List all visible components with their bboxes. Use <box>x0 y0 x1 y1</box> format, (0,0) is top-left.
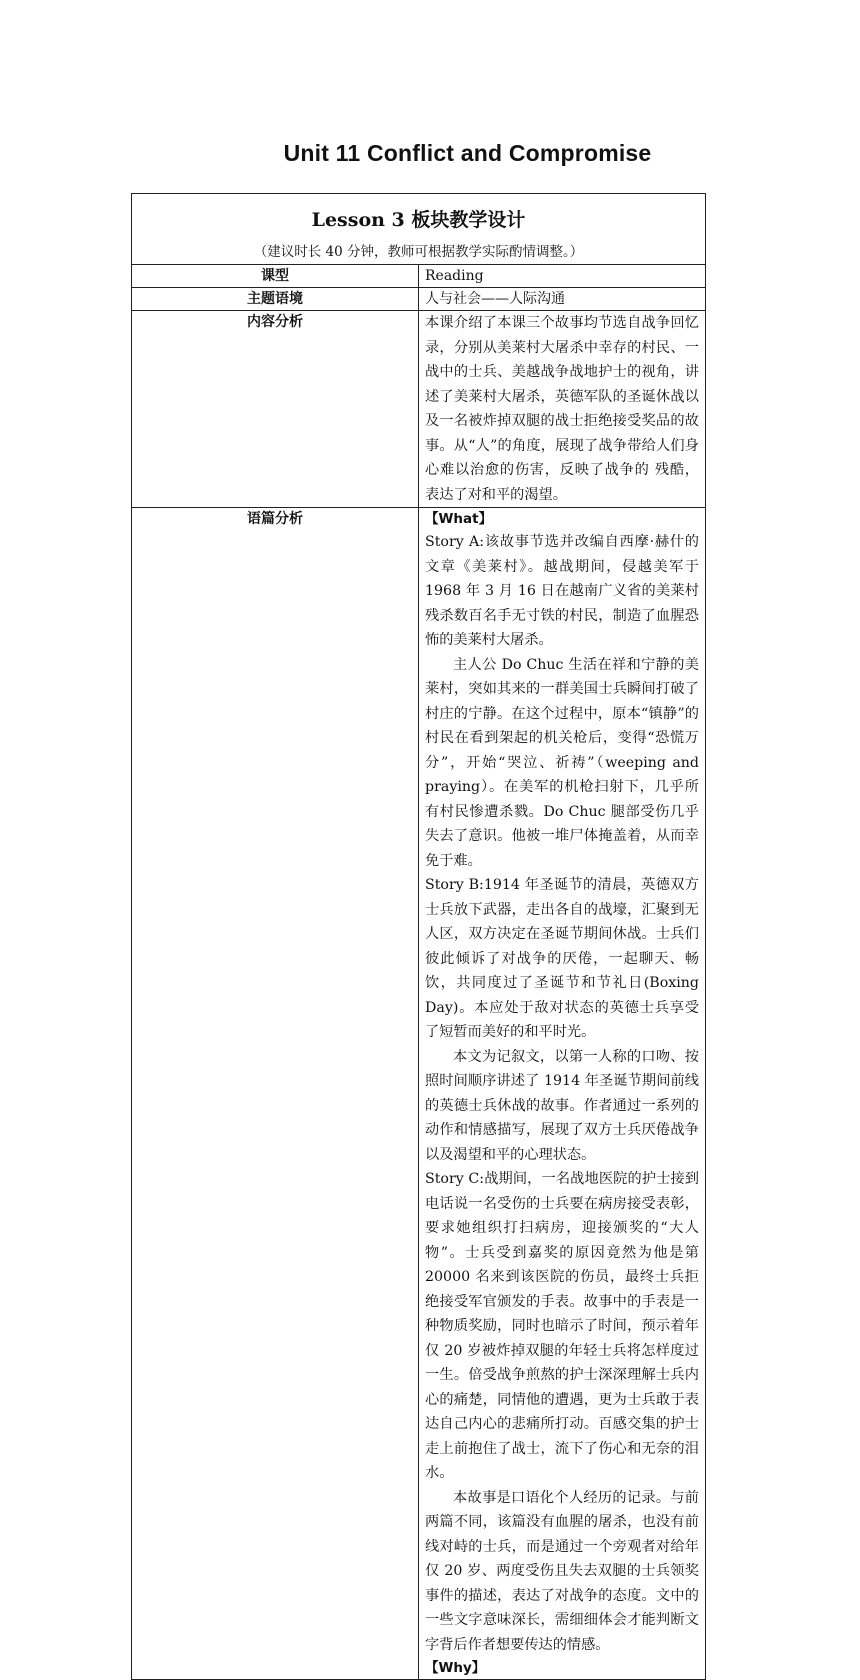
table-row <box>132 311 706 508</box>
table-row <box>132 288 706 311</box>
row-label-lesson-type: 课型 <box>132 265 419 288</box>
story-a-detail-paragraph: 主人公 Do Chuc 生活在祥和宁静的美莱村，突如其来的一群美国士兵瞬间打破了村庄的宁静。在这个过程中，原本“镇静”的村民在看到架起的机关枪后，变得“恐慌万分”，开始“哭泣、祈祷”（weeping and praying）。在美军的机枪扫射下，几乎所有村民惨遭杀戮。Do Chuc 腿部受伤几乎失去了意识。他被一堆尸体掩盖着，从而幸免于难。 <box>425 656 699 869</box>
row-label-content-analysis: 内容分析 <box>132 311 419 508</box>
table-row <box>132 265 706 288</box>
row-value-content-analysis <box>419 311 706 508</box>
table-header-cell <box>132 194 706 265</box>
table-row <box>132 508 706 1680</box>
content-analysis-text: 本课介绍了本课三个故事均节选自战争回忆录，分别从美莱村大屠杀中幸存的村民、一战中的士兵、美越战争战地护士的视角，讲述了美莱村大屠杀，英德军队的圣诞休战以及一名被炸掉双腿的战士拒绝接受奖品的故事。从“人”的角度，展现了战争带给人们身心难以治愈的伤害，反映了战争的 残酷，表达了对和平的渴望。 <box>425 315 699 503</box>
row-value-lesson-type: Reading <box>419 265 706 288</box>
story-c-analysis-paragraph: 本故事是口语化个人经历的记录。与前两篇不同，该篇没有血腥的屠杀，也没有前线对峙的士兵，而是通过一个旁观者对给年仅 20 岁、两度受伤且失去双腿的士兵领奖事件的描述，表达了对战争的态度。文中的一些文字意味深长，需细细体会才能判断文字背后作者想要传达的情感。 <box>425 1489 699 1653</box>
lesson-duration-note: （建议时长 40 分钟，教师可根据教学实际酌情调整。） <box>253 244 584 260</box>
what-heading: 【What】 <box>425 511 493 527</box>
row-label-text-analysis: 语篇分析 <box>132 508 419 1680</box>
row-value-text-analysis <box>419 508 706 1680</box>
table-header-row <box>132 194 706 265</box>
why-heading: 【Why】 <box>425 1660 486 1676</box>
story-a-paragraph: Story A:该故事节选并改编自西摩·赫什的文章《美莱村》。越战期间，侵越美军于 1968 年 3 月 16 日在越南广义省的美莱村残杀数百名手无寸铁的村民，制造了血腥恐怖的美莱村大屠杀。 <box>425 534 699 648</box>
row-label-theme-context: 主题语境 <box>132 288 419 311</box>
story-c-paragraph: Story C:战期间，一名战地医院的护士接到电话说一名受伤的士兵要在病房接受表彰，要求她组织打扫病房，迎接颁奖的“大人物”。士兵受到嘉奖的原因竟然为他是第 20000 名来到该医院的伤员，最终士兵拒绝接受军官颁发的手表。故事中的手表是一种物质奖励，同时也暗示了时间，预示着年仅 20 岁被炸掉双腿的年轻士兵将怎样度过一生。倍受战争煎熬的护士深深理解士兵内心的痛楚，同情他的遭遇，更为士兵敢于表达自己内心的悲痛所打动。百感交集的护士走上前抱住了战士，流下了伤心和无奈的泪水。 <box>425 1171 699 1481</box>
lesson-title: Lesson 3 板块教学设计 <box>311 209 526 231</box>
lesson-design-table <box>131 193 706 1680</box>
story-b-analysis-paragraph: 本文为记叙文，以第一人称的口吻、按照时间顺序讲述了 1914 年圣诞节期间前线的英德士兵休战的故事。作者通过一系列的动作和情感描写，展现了双方士兵厌倦战争以及渴望和平的心理状态。 <box>425 1048 699 1163</box>
row-value-theme-context: 人与社会——人际沟通 <box>419 288 706 311</box>
story-b-paragraph: Story B:1914 年圣诞节的清晨，英德双方士兵放下武器，走出各自的战壕，汇聚到无人区，双方决定在圣诞节期间休战。士兵们彼此倾诉了对战争的厌倦，一起聊天、畅饮，共同度过了圣诞节和节礼日(Boxing Day)。本应处于敌对状态的英德士兵享受了短暂而美好的和平时光。 <box>425 877 699 1040</box>
page-title: Unit 11 Conflict and Compromise <box>283 140 652 166</box>
